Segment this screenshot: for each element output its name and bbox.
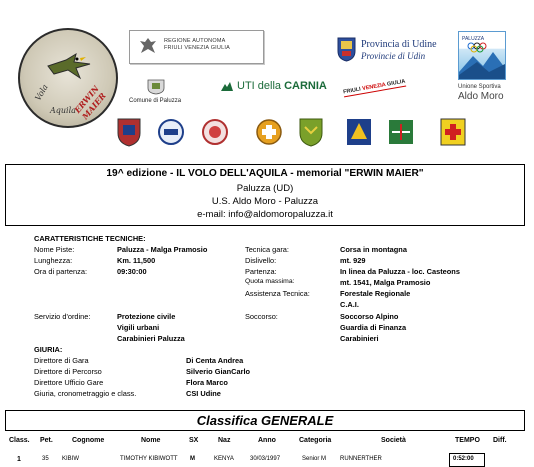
nome-piste-label: Nome Piste: — [34, 245, 75, 254]
column-header-anno: Anno — [258, 437, 276, 444]
giuria-role: Giuria, cronometraggio e class. — [34, 389, 137, 398]
partenza-label: Partenza: — [245, 267, 277, 276]
sponsor-badge-icon — [388, 117, 414, 147]
event-header-box — [5, 164, 525, 226]
sponsor-badge-icon — [298, 117, 324, 147]
row-societa: RUNNERTHER — [340, 456, 382, 462]
column-header-class: Class. — [9, 437, 30, 444]
fvg-tourism-logo — [343, 79, 407, 98]
event-email: e-mail: info@aldomoropaluzza.it — [197, 209, 333, 220]
fvg-label2: VENEZIA — [361, 82, 387, 93]
soccorso-value-0: Soccorso Alpino — [340, 312, 399, 321]
giuria-name: Flora Marco — [186, 378, 228, 387]
classifica-title-box — [5, 410, 525, 431]
olympic-rings-icon — [459, 32, 505, 79]
provincia-shield-icon — [337, 36, 356, 62]
assistenza-label: Assistenza Tecnica: — [245, 289, 310, 298]
row-naz: KENYA — [214, 456, 234, 462]
column-header-diff: Diff. — [493, 437, 507, 444]
aldo-moro-label1: Unione Sportiva — [458, 84, 501, 90]
classifica-title: Classifica GENERALE — [196, 413, 334, 428]
column-header-pet: Pet. — [40, 437, 53, 444]
servizio-value-1: Vigili urbani — [117, 323, 160, 332]
servizio-label: Servizio d'ordine: — [34, 312, 91, 321]
giuria-name: Silverio GianCarlo — [186, 367, 251, 376]
event-location: Paluzza (UD) — [236, 183, 294, 194]
row-nome: TIMOTHY KIBIWOTT — [120, 456, 178, 462]
row-tempo: 0:52:00 — [453, 456, 474, 462]
tecnica-value: Corsa in montagna — [340, 245, 407, 254]
club-logo-text-left: Vola — [33, 82, 50, 103]
sponsor-badges-row — [116, 117, 496, 151]
giuria-role: Direttore di Percorso — [34, 367, 102, 376]
regione-line2: FRIULI VENEZIA GIULIA — [164, 45, 230, 51]
column-header-naz: Naz — [218, 437, 231, 444]
column-header-sx: SX — [189, 437, 199, 444]
dislivello-label: Dislivello: — [245, 256, 277, 265]
row-sx: M — [190, 456, 195, 462]
column-header-cognome: Cognome — [72, 437, 105, 444]
row-categoria: Senior M — [302, 456, 327, 462]
dislivello-value: mt. 929 — [340, 256, 366, 265]
event-title: 19^ edizione - IL VOLO DELL'AQUILA - memorial "ERWIN MAIER" — [106, 168, 424, 179]
soccorso-value-2: Carabinieri — [340, 334, 379, 343]
partenza-value: In linea da Paluzza - loc. Casteons — [340, 267, 460, 276]
giuria-name: Di Centa Andrea — [186, 356, 244, 365]
provincia-line1: Provincia di Udine — [361, 39, 437, 50]
provincia-line2: Provincie di Udin — [361, 51, 426, 61]
uti-mountain-icon — [221, 81, 233, 91]
servizio-value-0: Protezione civile — [117, 312, 176, 321]
comune-paluzza-label: Comune di Paluzza — [129, 98, 182, 104]
regione-eagle-icon — [138, 36, 158, 58]
club-logo-text-mid: Aquila — [50, 106, 76, 115]
ora-partenza-value: 09:30:00 — [117, 267, 147, 276]
club-logo — [18, 28, 118, 128]
giuria-title: GIURIA: — [34, 345, 63, 354]
eagle-icon — [46, 52, 92, 82]
fvg-label1: FRIULI — [342, 86, 362, 96]
event-organizer: U.S. Aldo Moro - Paluzza — [211, 196, 319, 207]
column-header-tempo: TEMPO — [455, 437, 480, 444]
quota-label: Quota massima: — [245, 278, 295, 285]
uti-carnia-label — [237, 80, 327, 92]
regione-fvg-logo — [129, 30, 264, 64]
regione-line1: REGIONE AUTONOMA — [164, 38, 226, 44]
sponsor-badge-icon — [346, 117, 372, 147]
sponsor-badge-icon — [116, 117, 142, 147]
quota-value: mt. 1541, Malga Pramosio — [340, 278, 431, 287]
row-anno: 30/03/1997 — [250, 456, 281, 462]
giuria-role: Direttore di Gara — [34, 356, 89, 365]
sponsor-badge-icon — [256, 117, 282, 147]
row-cognome: KIBIW — [62, 456, 80, 462]
giuria-name: CSI Udine — [186, 389, 221, 398]
soccorso-label: Soccorso: — [245, 312, 278, 321]
sponsor-badge-icon — [158, 117, 184, 147]
lunghezza-value: Km. 11,500 — [117, 256, 156, 265]
servizio-value-2: Carabinieri Paluzza — [117, 334, 185, 343]
uti-label-text: UTI della — [237, 80, 282, 92]
sponsor-badge-icon — [440, 117, 466, 147]
paluzza-crest-icon — [146, 78, 166, 95]
aldo-badge-text: PALUZZA — [462, 36, 485, 42]
ora-partenza-label: Ora di partenza: — [34, 267, 87, 276]
row-class: 1 — [17, 456, 21, 463]
assistenza-value1: Forestale Regionale — [340, 289, 411, 298]
soccorso-value-1: Guardia di Finanza — [340, 323, 407, 332]
aldo-moro-logo — [458, 31, 506, 80]
column-header-societa: Società — [381, 437, 406, 444]
caratteristiche-title: CARATTERISTICHE TECNICHE: — [34, 234, 146, 243]
column-header-nome: Nome — [141, 437, 161, 444]
assistenza-value2: C.A.I. — [340, 300, 359, 309]
aldo-moro-label2: Aldo Moro — [458, 91, 504, 102]
row-pet: 35 — [42, 456, 49, 462]
lunghezza-label: Lunghezza: — [34, 256, 73, 265]
uti-label-bold: CARNIA — [284, 80, 327, 92]
club-logo-text-right: ERWIN MAIER — [72, 83, 108, 122]
column-header-categoria: Categoria — [299, 437, 332, 444]
giuria-role: Direttore Ufficio Gare — [34, 378, 104, 387]
fvg-label3: GIULIA — [386, 78, 406, 88]
tecnica-label: Tecnica gara: — [245, 245, 289, 254]
sponsor-badge-icon — [202, 117, 228, 147]
nome-piste-value: Paluzza - Malga Pramosio — [117, 245, 208, 254]
